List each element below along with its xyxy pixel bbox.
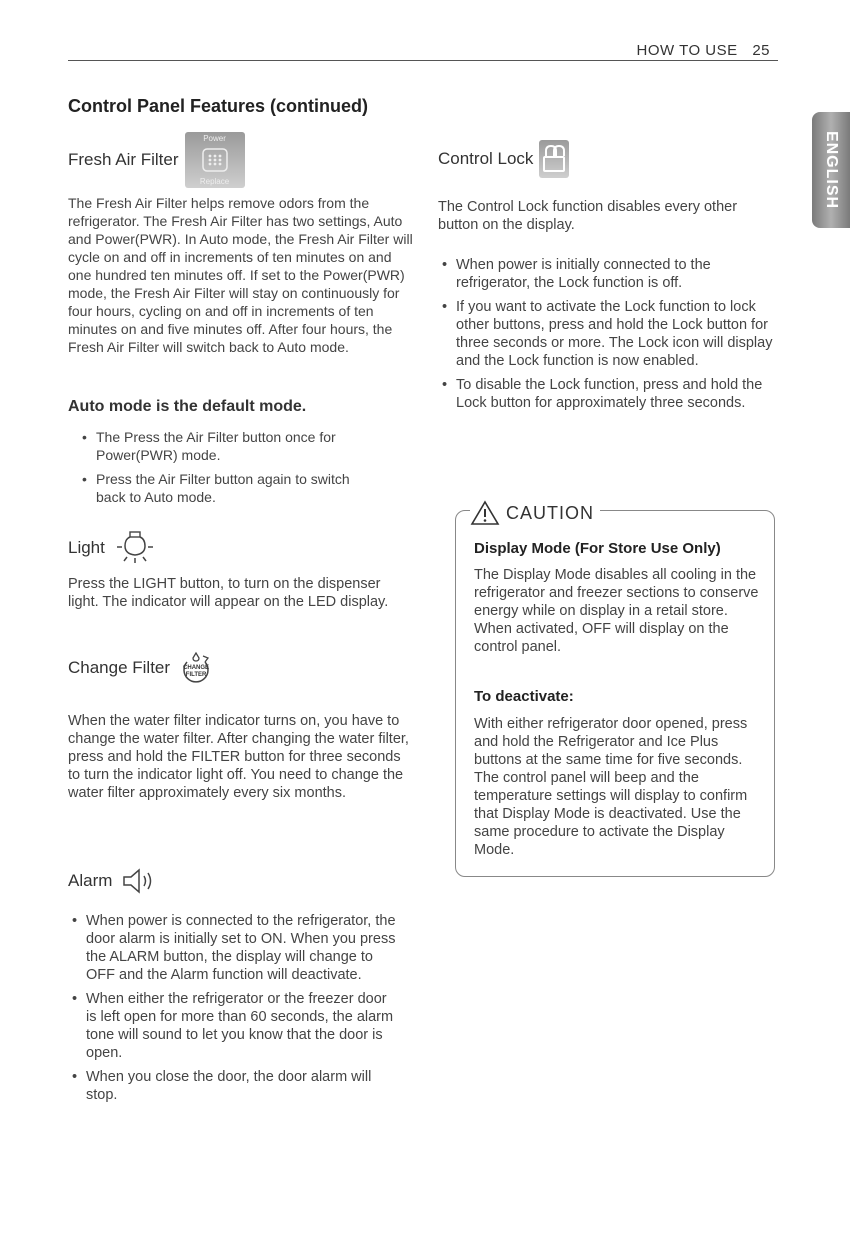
list-item: • When power is initially connected to the refrigerator, the Lock function is off. [438,256,778,292]
language-tab-label: ENGLISH [823,130,840,210]
change-filter-heading [68,650,214,686]
lock-icon [539,140,569,178]
control-lock-heading [438,140,569,178]
light-heading [68,530,155,566]
header-divider [68,60,778,61]
alarm-heading [68,866,158,896]
filter-grid-icon [202,148,228,172]
air-filter-icon-top-label: Power [203,134,226,143]
alarm-bullets [68,912,398,1110]
control-lock-bullets [438,256,778,418]
language-tab [812,112,850,228]
change-filter-icon-line2: FILTER [185,672,207,678]
deactivate-body: With either refrigerator door opened, press and hold the Refrigerator and Ice Plus buttons at the same time for five seconds. The control panel will beep and the temperature settings will display to confirm that Display Mode is deactivated. Use the same procedure to activate the Display Mode. [474,716,748,858]
control-lock-body: The Control Lock function disables every other button on the display. [438,199,738,233]
light-title: Light [68,538,105,557]
list-item: • When power is connected to the refrigerator, the door alarm is initially set to ON. When you press the ALARM button, the display will change to OFF and the Alarm function will deactivate. [68,912,398,984]
header-section: HOW TO USE [636,42,738,59]
page-title: Control Panel Features (continued) [68,96,369,116]
display-mode-body: The Display Mode disables all cooling in the refrigerator and freezer sections to conserve energy while on display in a retail store. When activated, OFF will display on the control panel. [474,567,759,655]
caution-header [470,500,600,526]
warning-triangle-icon [470,500,500,526]
change-filter-icon [178,650,214,686]
deactivate-heading: To deactivate: [474,688,574,705]
list-item: • To disable the Lock function, press and hold the Lock button for approximately three seconds. [438,376,778,412]
auto-mode-heading: Auto mode is the default mode. [68,398,307,415]
page-number: 25 [752,42,770,59]
fresh-air-filter-title: Fresh Air Filter [68,150,179,169]
page-header [637,42,770,59]
list-item: • The Press the Air Filter button once for Power(PWR) mode. [78,428,378,464]
display-mode-heading: Display Mode (For Store Use Only) [474,540,721,557]
control-lock-title: Control Lock [438,149,534,168]
list-item: • When either the refrigerator or the freezer door is left open for more than 60 seconds, the alarm tone will sound to let you know that the door is open. [68,990,398,1062]
light-bulb-icon [115,530,155,566]
list-item: • If you want to activate the Lock function to lock other buttons, press and hold the Lock button for three seconds or more. The Lock icon will display and the Lock function is now enabled. [438,298,778,370]
padlock-icon [541,144,567,174]
change-filter-body: When the water filter indicator turns on, you have to change the water filter. After changing the water filter, press and hold the FILTER button for three seconds to turn the indicator light off. You need to change the water filter approximately every six months. [68,713,409,801]
air-filter-icon [185,132,245,188]
alarm-title: Alarm [68,871,113,890]
speaker-icon [120,866,158,896]
air-filter-icon-bottom-label: Replace [199,177,230,186]
fresh-air-bullets [78,428,378,512]
fresh-air-filter-heading [68,132,245,188]
change-filter-title: Change Filter [68,658,171,677]
light-body: Press the LIGHT button, to turn on the dispenser light. The indicator will appear on the LED display. [68,576,389,610]
fresh-air-filter-body: The Fresh Air Filter helps remove odors from the refrigerator. The Fresh Air Filter has two settings, Auto and Power(PWR). In Auto mode, the Fresh Air Filter will cycle on and off in increments of ten minutes on and one hundred ten minutes off. If set to the Power(PWR) mode, the Fresh Air Filter will stay on continuously for four hours, cycling on and off in increments of ten minutes on and five minutes off. After four hours, the Fresh Air Filter will switch back to Auto mode. [68,195,413,355]
change-filter-icon-line1: CHANGE [183,665,210,671]
list-item: • When you close the door, the door alarm will stop. [68,1068,398,1104]
caution-title: CAUTION [506,502,594,523]
list-item: • Press the Air Filter button again to switch back to Auto mode. [78,470,378,506]
